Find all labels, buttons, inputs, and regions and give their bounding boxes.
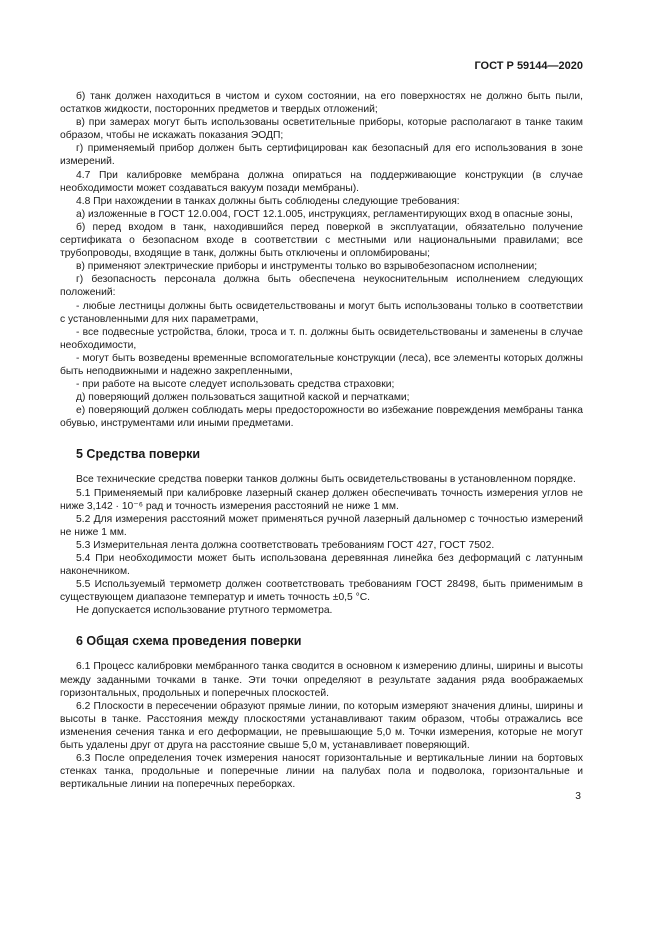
paragraph: Не допускается использование ртутного термометра. [76,605,333,617]
paragraph: 4.7 При калибровке мембрана должна опираться на поддерживающие конструкции (в случае необходимости может создаваться вакуум позади мембраны). [60,169,583,194]
paragraph: 5.3 Измерительная лента должна соответствовать требованиям ГОСТ 427, ГОСТ 7502. [76,539,495,551]
paragraph: в) при замерах могут быть использованы осветительные приборы, которые располагают в танке таким образом, чтобы не искажать показания ЭОДП; [60,117,583,142]
standard-code-header: ГОСТ Р 59144—2020 [474,60,583,72]
paragraph: а) изложенные в ГОСТ 12.0.004, ГОСТ 12.1.005, инструкциях, регламентирующих вход в опасные зоны, [76,208,573,220]
section-heading: 5 Средства поверки [76,447,201,462]
paragraph: 6.2 Плоскости в пересечении образуют прямые линии, по которым измеряют значения длины, ширины и высоты в танке. Расстояния между плоскостями устанавливают таким образом, чтобы отражались все изменения сечения танка и его деформации, не превышающие 5,0 м. Точки измерения, которые не могут быть удалены друг от друга на расстояние свыше 5,0 м, устанавливает поверяющий. [60,700,583,752]
paragraph: 4.8 При нахождении в танках должны быть соблюдены следующие требования: [76,195,460,207]
paragraph: - любые лестницы должны быть освидетельствованы и могут быть использованы только в соответствии с установленными для них параметрами, [60,300,583,325]
paragraph: - при работе на высоте следует использовать средства страховки; [76,379,395,391]
paragraph: б) танк должен находиться в чистом и сухом состоянии, на его поверхностях не должно быть пыли, остатков жидкости, посторонних предметов и твердых отложений; [60,91,583,116]
paragraph: 5.1 Применяемый при калибровке лазерный сканер должен обеспечивать точность измерения углов не ниже 3,142 · 10⁻⁶ рад и точность измерения расстояний не ниже 1 мм. [60,487,583,512]
section-heading: 6 Общая схема проведения поверки [76,634,302,649]
paragraph: г) применяемый прибор должен быть сертифицирован как безопасный для его использования в зоне измерений. [60,143,583,168]
document-body [60,90,583,791]
paragraph: б) перед входом в танк, находившийся перед поверкой в эксплуатации, обязательно получение сертификата о безопасном входе в соответствии с местными или национальными правилами; все трубопроводы, входящие в танк, должны быть отключены и опломбированы; [60,221,583,260]
page-number: 3 [575,791,581,802]
paragraph: 6.1 Процесс калибровки мембранного танка сводится в основном к измерению длины, ширины и высоты между заданными точками в танке. Эти точки определяют в результате задания ряда воображаемых горизонтальных, продольных и поперечных плоскостей. [60,661,583,699]
paragraph: 5.2 Для измерения расстояний может применяться ручной лазерный дальномер с точностью измерений не ниже 1 мм. [60,513,583,538]
paragraph: в) применяют электрические приборы и инструменты только во взрывобезопасном исполнении; [76,261,538,273]
paragraph: г) безопасность персонала должна быть обеспечена неукоснительным исполнением следующих положений: [60,274,583,299]
paragraph: д) поверяющий должен пользоваться защитной каской и перчатками; [76,392,410,404]
paragraph: 5.5 Используемый термометр должен соответствовать требованиям ГОСТ 28498, быть применимым в существующем диапазоне температур и иметь точность ±0,5 °С. [60,579,583,604]
paragraph: е) поверяющий должен соблюдать меры предосторожности во избежание повреждения мембраны танка обувью, инструментами или иными предметами. [60,405,583,430]
paragraph: 5.4 При необходимости может быть использована деревянная линейка без деформаций с латунным наконечником. [60,553,583,578]
paragraph: - все подвесные устройства, блоки, троса и т. п. должны быть освидетельствованы и заменены в случае необходимости, [60,326,583,351]
paragraph: Все технические средства поверки танков должны быть освидетельствованы в установленном порядке. [76,474,576,486]
paragraph: 6.3 После определения точек измерения наносят горизонтальные и вертикальные линии на бортовых стенках танка, продольные и поперечные линии на палубах пола и подволока, горизонтальные и вертикальные линии на поперечных переборках. [60,753,583,791]
paragraph: - могут быть возведены временные вспомогательные конструкции (леса), все элементы которых должны быть неподвижными и надежно закрепленными, [60,352,583,377]
